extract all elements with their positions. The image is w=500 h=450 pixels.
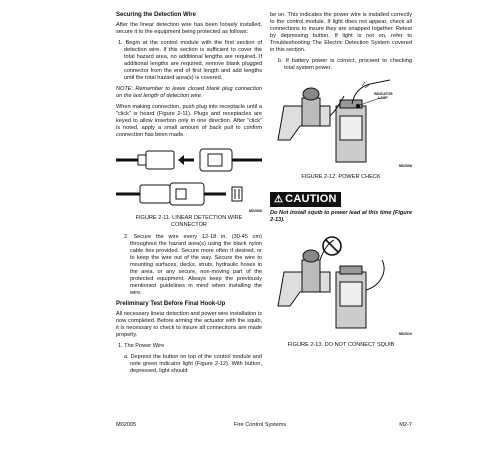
- step-1: 1. Begin at the control module with the first section of detection wire. If this section is sufficient to cover the total hazard area, no additional lengths are required. If additional lengths are required, remove blank plugged connector from the end of first length and add lengths until the total hazard area(s) is covered.: [118, 40, 262, 81]
- do-not-connect-squib-illustration: [270, 230, 412, 342]
- figure-2-11: [116, 143, 262, 213]
- figure-caption-line2: CONNECTOR: [171, 222, 207, 228]
- step-2: 2. Secure the wire every 12-18 in. (30-45 cm) throughout the hazard area(s) using the black nylon cable ties provided. Secure more often if desired, or to keep the wire out of the way. Secure the wire to mounting surfaces, decks, struts, hydraulic hoses in the area, or any secure, non-moving part of the protected equipment. Always keep the previously mentioned guidelines in mind when installing the wire.: [124, 234, 262, 296]
- continued-paragraph: be on. This indicates the power wire is installed correctly to the control module. If light does not appear, check all connections to insure they are snapped together. Retest by depressing button. If light is not on, refer to Troubleshooting The Electric Detection System covered in this section.: [270, 12, 412, 53]
- power-check-illustration: [270, 76, 412, 174]
- figure-2-12-caption: FIGURE 2-12. POWER CHECK: [301, 174, 381, 180]
- section-heading-securing: Securing the Detection Wire: [116, 12, 196, 18]
- preliminary-paragraph: All necessary linear detection and power wire installation is now completed. Before arming the actuator with the squib, it is necessary to check to insure all connections are made properly.: [116, 311, 262, 338]
- figure-2-13: [270, 230, 412, 342]
- connector-illustration: [116, 143, 262, 213]
- footer-title: Fire Control Systems: [234, 422, 287, 428]
- left-column: [116, 12, 262, 379]
- note-text: NOTE: Remember to leave closed blank plug connection on the last length of detection wire.: [116, 86, 262, 99]
- caution-text: Do Not install squib to power lead at this time (Figure 2-13).: [270, 210, 412, 223]
- caution-banner: [270, 192, 341, 207]
- indicator-lamp-label-line2: LAMP: [378, 96, 388, 100]
- item-1-power-wire: 1. The Power Wire: [118, 343, 165, 349]
- item-1a: a. Depress the button on top of the control module and note green indicator light (Figure 2-12). With button, depressed, light should: [124, 354, 262, 374]
- caution-label: CAUTION: [285, 193, 337, 205]
- indicator-lamp-label-line1: INDICATOR: [374, 92, 393, 96]
- item-1b: b. If battery power is correct, proceed to checking total system power.: [278, 58, 412, 71]
- right-column: [270, 12, 412, 354]
- footer-page-number: M2-7: [399, 422, 412, 428]
- figure-caption-line1: FIGURE 2-11. LINEAR DETECTION WIRE: [135, 215, 243, 221]
- connection-paragraph: When making connection, push plug into receptacle until a "click" is heard (Figure 2-11). Plugs and receptacles are keyed to allow insertion only in one direction. After "click" is noted, apply a small amount of back pull to confirm connection has been made.: [116, 104, 262, 138]
- figure-2-12: [270, 76, 412, 174]
- section-heading-preliminary: Preliminary Test Before Final Hook-Up: [116, 301, 226, 307]
- intro-paragraph: After the linear detection wire has been loosely installed, secure it to the equipment being protected as follows:: [116, 22, 262, 35]
- figure-2-12-id: M02008: [399, 164, 412, 168]
- figure-id: M02006: [249, 209, 262, 213]
- footer-doc-number: M02005: [116, 422, 137, 428]
- figure-2-13-caption: FIGURE 2-13. DO NOT CONNECT SQUIB: [287, 342, 395, 348]
- figure-2-13-id: M02010: [399, 332, 412, 336]
- warning-triangle-icon: ⚠: [274, 194, 284, 205]
